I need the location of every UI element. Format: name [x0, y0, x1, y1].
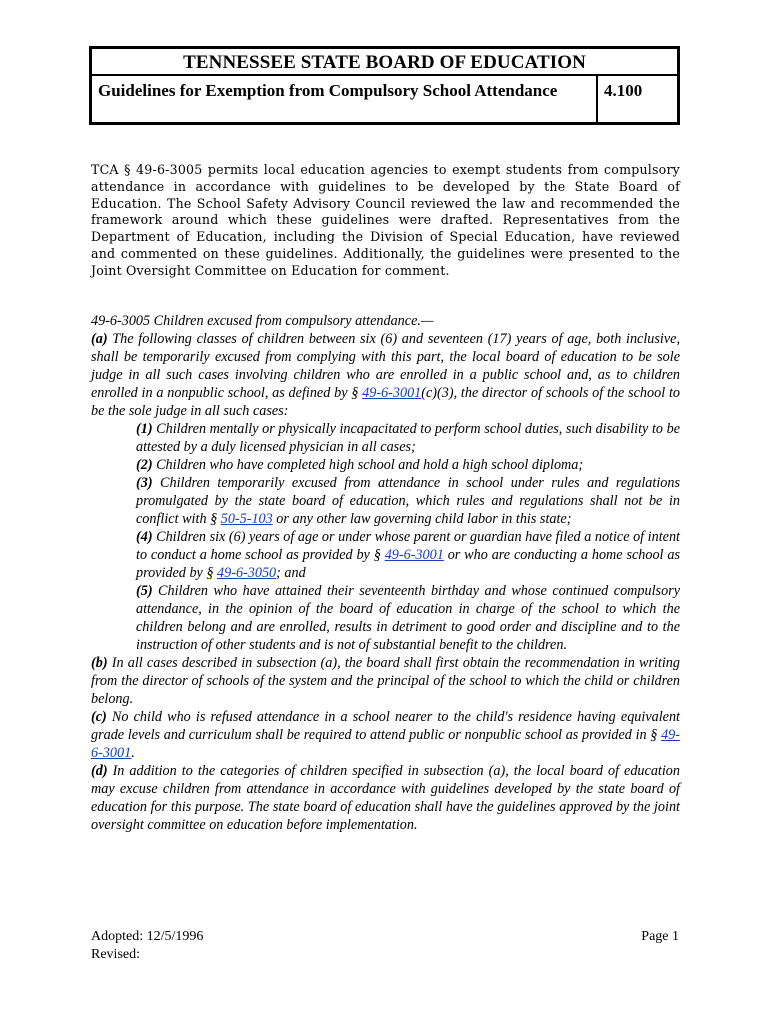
subsection-a-text-after: (c)(3), the director of schools of the school to be the sole judge in all such cases:: [91, 385, 680, 419]
item-4-text-middle: or who are conducting a home school as provided by §: [136, 547, 680, 581]
document-title: TENNESSEE STATE BOARD OF EDUCATION: [92, 49, 677, 76]
link-50-5-103[interactable]: 50-5-103: [220, 511, 273, 527]
item-4-label: (4): [136, 529, 153, 545]
subsection-b-text: In all cases described in subsection (a), the board shall first obtain the recommendation in writing from the director of schools of the system and the principal of the school to which the child or children belong.: [91, 655, 680, 707]
item-5-label: (5): [136, 583, 153, 599]
subsection-d: [91, 762, 680, 834]
subsection-b-label: (b): [91, 655, 108, 671]
subsection-c-text-after: .: [131, 745, 135, 761]
header-box: [89, 46, 680, 125]
statute-heading: 49-6-3005 Children excused from compulsory attendance.—: [91, 313, 434, 329]
item-2-label: (2): [136, 457, 153, 473]
item-4: [91, 528, 680, 582]
item-5: [91, 582, 680, 654]
policy-number: 4.100: [604, 81, 643, 100]
subsection-c-label: (c): [91, 709, 107, 725]
item-3: [91, 474, 680, 528]
statute-section: [91, 312, 680, 834]
item-1-label: (1): [136, 421, 153, 437]
intro-paragraph: TCA § 49-6-3005 permits local education agencies to exempt students from compulsory attendance in accordance with guidelines to be developed by the State Board of Education. The School Safety Advisory Council reviewed the law and recommended the framework around which these guidelines were drafted. Representatives from the Department of Education, including the Division of Special Education, have reviewed and commented on these guidelines. Additionally, the guidelines were presented to the Joint Oversight Committee on Education for comment.: [91, 162, 680, 278]
item-1: [91, 420, 680, 456]
link-49-6-3001-item-4[interactable]: 49-6-3001: [384, 547, 444, 563]
item-3-text: Children temporarily excused from attendance in school under rules and regulations promulgated by the state board of education, which rules and regulations shall not be in conflict with §: [136, 475, 680, 527]
item-3-label: (3): [136, 475, 153, 491]
link-49-6-3001[interactable]: 49-6-3001: [362, 385, 422, 401]
page-number: Page 1: [641, 929, 679, 944]
item-5-text: Children who have attained their seventeenth birthday and whose continued compulsory attendance, in the opinion of the board of education in charge of the school to which the children belong and are enrolled, results in detriment to good order and discipline and to the instruction of other students and is not of substantial benefit to the children.: [136, 583, 680, 653]
item-1-text: Children mentally or physically incapacitated to perform school duties, such disability to be attested by a duly licensed physician in all cases;: [136, 421, 680, 455]
item-4-text: Children six (6) years of age or under whose parent or guardian have filed a notice of intent to conduct a home school as provided by §: [136, 529, 680, 563]
link-49-6-3001-subsection-c[interactable]: 49-6-3001: [91, 727, 680, 761]
subsection-d-text: In addition to the categories of children specified in subsection (a), the local board of education may excuse children from attendance in accordance with guidelines developed by the state board of education for this purpose. The state board of education shall have the guidelines approved by the joint oversight committee on education before implementation.: [91, 763, 680, 833]
item-4-text-after: ; and: [276, 565, 306, 581]
link-49-6-3050[interactable]: 49-6-3050: [217, 565, 277, 581]
header-row: [92, 76, 677, 122]
subsection-a-label: (a): [91, 331, 108, 347]
subsection-a: [91, 330, 680, 420]
subsection-a-text: The following classes of children between six (6) and seventeen (17) years of age, both inclusive, shall be temporarily excused from complying with this part, the local board of education to be sole judge in all such cases involving children who are enrolled in a public school and, as to children enrolled in a nonpublic school, as defined by §: [91, 331, 680, 401]
item-2: [91, 456, 680, 474]
item-2-text: Children who have completed high school and hold a high school diploma;: [152, 457, 584, 473]
revised-date: Revised:: [91, 947, 140, 962]
subsection-c-text: No child who is refused attendance in a school nearer to the child's residence having equivalent grade levels and curriculum shall be required to attend public or nonpublic school as provided in §: [91, 709, 680, 743]
footer-dates: [91, 928, 203, 964]
subsection-b: [91, 654, 680, 708]
subsection-d-label: (d): [91, 763, 108, 779]
adopted-date: Adopted: 12/5/1996: [91, 929, 204, 944]
item-3-text-after: or any other law governing child labor in this state;: [272, 511, 572, 527]
document-subtitle: Guidelines for Exemption from Compulsory School Attendance: [92, 76, 598, 122]
subsection-c: [91, 708, 680, 762]
